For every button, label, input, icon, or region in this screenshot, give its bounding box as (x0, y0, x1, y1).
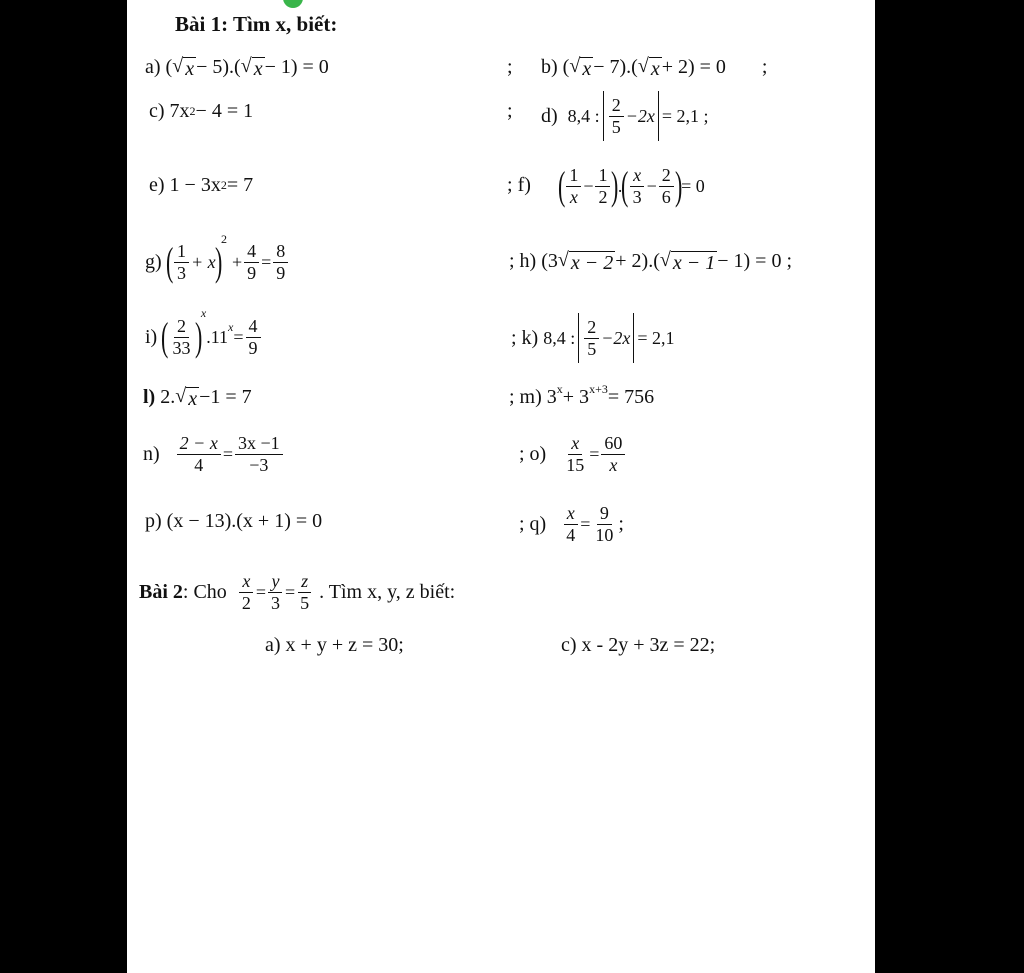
problem-o: ; o) $\frac{x}{15}$ = $\frac{60}{x}$ (519, 426, 627, 482)
exercise-2-part-a: a) x + y + z = 30; (265, 633, 404, 656)
problem-n: n) $\frac{2 - x}{4}$ = $\frac{3x -1}{-3}$ (143, 426, 285, 482)
green-dot-icon (283, 0, 303, 8)
worksheet-page (127, 0, 875, 973)
separator: ; (507, 99, 513, 122)
problem-c: c) 7x 2 − 4 = 1 (149, 99, 254, 122)
problem-a: a) ( √ x − 5).( √ x − 1) = 0 (145, 54, 329, 80)
problem-f-expression: ( $\frac{1}{x}$ − $\frac{1}{2}$ ) . ( $\frac{x}{3}$ − $\frac{2}{6}$ ) = 0 (557, 163, 705, 208)
problem-d: d) 8,4 : $\frac{2}{5}$ −2x = 2,1 ; (541, 86, 708, 146)
problem-b: b) ( √ x − 7).( √ x + 2) = 0 ; (541, 54, 768, 80)
problem-e: e) 1 − 3x 2 = 7 (149, 173, 254, 196)
problem-f: ; f) (507, 173, 531, 196)
problem-h: ; h) (3 √ x − 2 + 2).( √ x − 1 − 1) = 0 ; (509, 248, 792, 274)
separator: ; (507, 55, 513, 78)
problem-l: l) 2. √ x −1 = 7 (143, 384, 252, 410)
exercise-2-label: Bài 2 (139, 580, 183, 603)
problem-i: i) ( $\frac{2}{33}$ ) x .11 $^x$ = $\frac{4}{9}$ (145, 306, 263, 368)
problem-k: ; k) 8,4 : $\frac{2}{5}$ −2x = 2,1 (511, 308, 675, 368)
problem-g: g) ( $\frac{1}{3}$ + x ) 2 + $\frac{4}{9}$ = $\frac{8}{9}$ (145, 232, 290, 292)
problem-q: ; q) $\frac{x}{4}$ = $\frac{9}{10}$ ; (519, 502, 624, 545)
problem-m: ; m) 3 $^x$ + 3 $^{x+3}$ = 756 (509, 382, 655, 408)
exercise-2-statement: Bài 2 : Cho $\frac{x}{2}$ = $\frac{y}{3}$ = $\frac{z}{5}$ . Tìm x, y, z biết: (139, 570, 456, 613)
problem-p: p) (x − 13).(x + 1) = 0 (145, 509, 323, 532)
exercise-1-title: Bài 1: Tìm x, biết: (175, 12, 338, 36)
exercise-2-part-c: c) x - 2y + 3z = 22; (561, 633, 716, 656)
